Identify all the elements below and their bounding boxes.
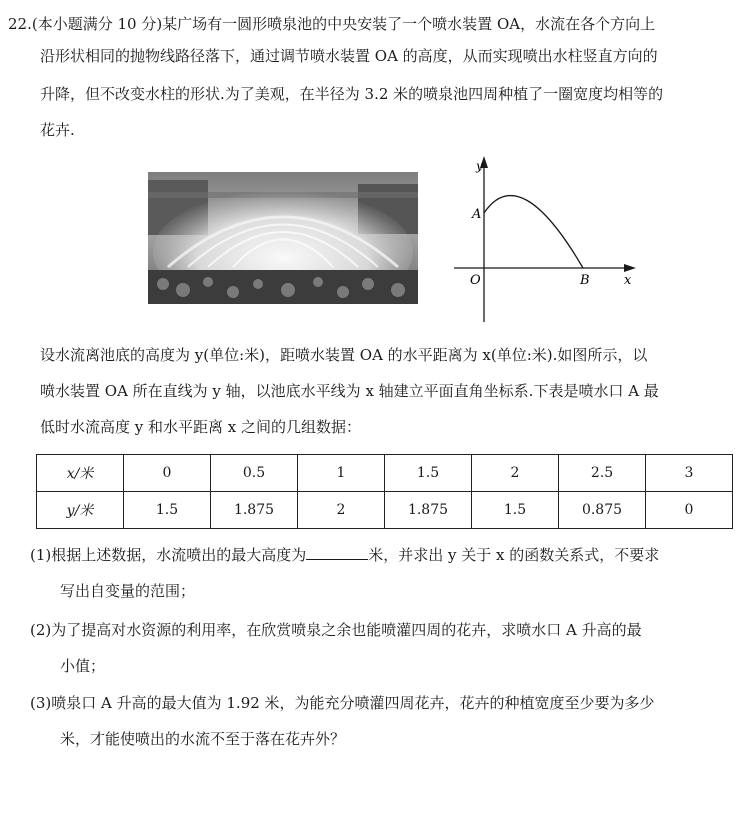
table-cell: 0.875 (559, 492, 646, 529)
description-line-1: 设水流离池底的高度为 y(单位:米)，距喷水装置 OA 的水平距离为 x(单位:米).如图所示，以 (40, 346, 648, 364)
table-cell: 1.875 (385, 492, 472, 529)
table-cell: 2 (472, 455, 559, 492)
problem-line-1: 22.(本小题满分 10 分)某广场有一圆形喷泉池的中央安装了一个喷水装置 OA，水流在各个方向上 (8, 15, 656, 33)
description-line-3: 低时水流高度 y 和水平距离 x 之间的几组数据： (40, 418, 362, 436)
table-cell: 1 (298, 455, 385, 492)
table-cell: 1.5 (385, 455, 472, 492)
x-axis-arrow (624, 264, 636, 272)
question-1-line-2: 写出自变量的范围； (60, 582, 196, 600)
table-row-y (37, 492, 733, 529)
question-1-text-a: (1)根据上述数据，水流喷出的最大高度为 (30, 546, 307, 564)
question-1-line-1 (30, 545, 659, 565)
problem-line-3: 升降，但不改变水柱的形状.为了美观，在半径为 3.2 米的喷泉池四周种植了一圈宽度均相等的 (40, 85, 664, 103)
question-2-line-1: (2)为了提高对水资源的利用率，在欣赏喷泉之余也能喷灌四周的花卉，求喷水口 A 升高的最 (30, 621, 642, 639)
table-row-x (37, 455, 733, 492)
x-axis-label: x (624, 273, 632, 288)
parabola-curve (484, 196, 583, 268)
problem-line-2: 沿形状相同的抛物线路径落下，通过调节喷水装置 OA 的高度，从而实现喷出水柱竖直方向的 (40, 47, 658, 65)
table-cell: 0 (646, 492, 733, 529)
question-3-line-1: (3)喷泉口 A 升高的最大值为 1.92 米，为能充分喷灌四周花卉，花卉的种植宽度至少要为多少 (30, 694, 655, 712)
table-cell: 2 (298, 492, 385, 529)
table-header-y: y/米 (37, 492, 124, 529)
table-cell: 2.5 (559, 455, 646, 492)
table-header-x: x/米 (37, 455, 124, 492)
fountain-photo (148, 172, 418, 304)
parabola-graph (440, 150, 640, 330)
y-axis-label: y (476, 159, 483, 173)
point-a-label: A (472, 207, 482, 222)
table-cell: 1.5 (472, 492, 559, 529)
table-cell: 1.875 (211, 492, 298, 529)
description-line-2: 喷水装置 OA 所在直线为 y 轴，以池底水平线为 x 轴建立平面直角坐标系.下表是喷水口 A 最 (40, 382, 659, 400)
data-table (36, 454, 733, 529)
problem-line-4: 花卉. (40, 121, 75, 139)
question-1-text-b: 米，并求出 y 关于 x 的函数关系式，不要求 (368, 546, 660, 564)
table-cell: 1.5 (124, 492, 211, 529)
table-cell: 3 (646, 455, 733, 492)
origin-label: O (470, 273, 481, 288)
question-2-line-2: 小值； (60, 657, 106, 675)
answer-blank[interactable] (306, 545, 368, 560)
table-cell: 0 (124, 455, 211, 492)
table-cell: 0.5 (211, 455, 298, 492)
question-3-line-2: 米，才能使喷出的水流不至于落在花卉外？ (60, 730, 346, 748)
fountain-illustration (148, 172, 418, 304)
point-b-label: B (580, 273, 590, 288)
